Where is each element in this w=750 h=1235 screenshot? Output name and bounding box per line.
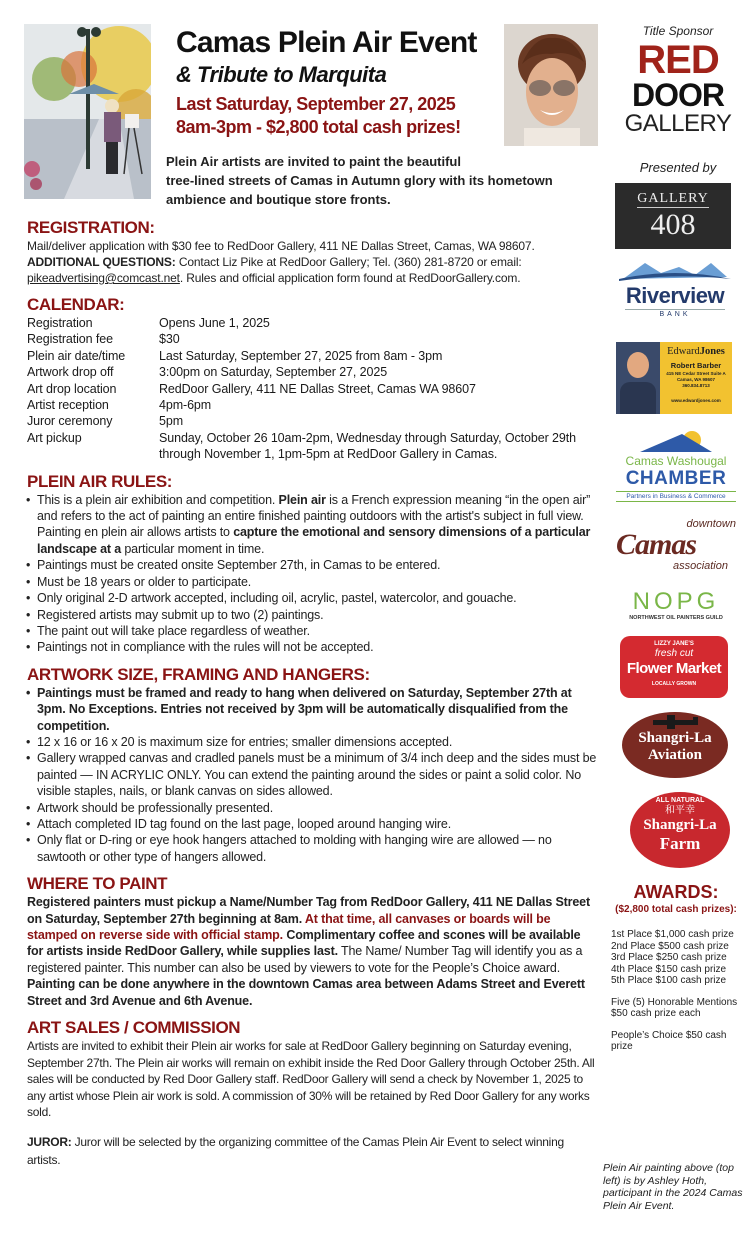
riverview-bank-logo bbox=[615, 257, 735, 320]
logo-farm-line1: Shangri-La bbox=[643, 817, 717, 833]
calendar-table bbox=[27, 315, 599, 463]
rule-bold: capture the emotional and sensory dimensions of a particular landscape at a bbox=[37, 525, 591, 556]
logo-red: RED bbox=[637, 38, 719, 82]
registration-line: Mail/deliver application with $30 fee to RedDoor Gallery, 411 NE Dallas Street, Camas, WA 98607. bbox=[27, 239, 535, 253]
logo-flower-script: fresh cut bbox=[654, 648, 694, 659]
advisor-website: www.edwardjones.com bbox=[671, 398, 721, 403]
award-place: 1st Place $1,000 cash prize bbox=[611, 929, 734, 940]
juror-body: Juror will be selected by the organizing committee of the Camas Plein Air Event to select winning artists. bbox=[27, 1134, 564, 1167]
logo-door: DOOR bbox=[632, 77, 724, 113]
logo-downtown-text: downtown bbox=[686, 518, 736, 530]
event-time-prizes: 8am-3pm - $2,800 total cash prizes! bbox=[176, 117, 461, 137]
where-bold: Registered painters must pickup a Name/Number Tag from RedDoor Gallery, 411 NE Dallas Street on Saturday, September 27th beginning at 8am. bbox=[27, 895, 591, 926]
airplane-icon bbox=[645, 714, 705, 730]
award-honorable: Five (5) Honorable Mentions bbox=[611, 996, 738, 1008]
email-link[interactable]: pikeadvertising@comcast.net bbox=[27, 271, 180, 285]
event-date: Last Saturday, September 27, 2025 bbox=[176, 94, 456, 114]
calendar-value: RedDoor Gallery, 411 NE Dallas Street, Camas WA 98607 bbox=[159, 381, 476, 396]
calendar-label: Juror ceremony bbox=[27, 414, 113, 429]
rules-section bbox=[27, 471, 599, 656]
shangri-la-aviation-logo bbox=[622, 712, 728, 778]
rules-item: • The paint out will take place regardless of weather. bbox=[24, 623, 599, 639]
logo-408-number: 408 bbox=[650, 208, 696, 241]
registration-heading: REGISTRATION: bbox=[27, 218, 155, 237]
logo-farm-line2: Farm bbox=[659, 834, 701, 853]
calendar-row bbox=[27, 413, 599, 429]
questions-line bbox=[27, 254, 599, 270]
contact-line bbox=[27, 270, 599, 286]
logo-association-text: association bbox=[672, 560, 728, 572]
nopg-logo bbox=[608, 590, 744, 622]
downtown-camas-association-logo bbox=[612, 518, 742, 572]
calendar-label: Plein air date/time bbox=[27, 348, 126, 363]
calendar-label: Art pickup bbox=[27, 430, 82, 445]
logo-chamber-word: CHAMBER bbox=[625, 468, 727, 489]
calendar-label: Artist reception bbox=[27, 398, 109, 413]
award-place: 4th Place $150 cash prize bbox=[611, 963, 727, 975]
juror-text bbox=[27, 1133, 592, 1169]
award-honorable-amount: $50 cash prize each bbox=[611, 1008, 701, 1019]
advisor-name: Robert Barber bbox=[670, 361, 722, 370]
logo-nopg-text: NOPG bbox=[632, 588, 720, 615]
calendar-row bbox=[27, 430, 599, 463]
logo-aviation-line2: Aviation bbox=[648, 747, 702, 763]
mountain-wave-icon bbox=[615, 257, 735, 283]
awards-subheading: ($2,800 total cash prizes): bbox=[615, 904, 737, 915]
calendar-label: Registration bbox=[27, 316, 93, 330]
plein-air-painting-image bbox=[24, 24, 151, 199]
logo-aviation-line1: Shangri-La bbox=[638, 730, 712, 746]
calendar-value: Opens June 1, 2025 bbox=[159, 316, 270, 330]
artwork-heading: ARTWORK SIZE, FRAMING AND HANGERS: bbox=[27, 664, 370, 684]
calendar-value: 5pm bbox=[159, 414, 184, 429]
sales-text: Artists are invited to exhibit their Plein air works for sale at RedDoor Gallery beginning on Saturday evening, September 27th. The Plein air works will remain on exhibit inside the Red Door Gallery through October 25th. All sales will be conducted by Red Door Gallery staff. RedDoor Gallery will send a check by November 1, 2025 to any artist whose Plein air work is sold. A commission of 30% will be retained by Red Door Gallery for any works sold. bbox=[27, 1039, 595, 1120]
questions-text: Contact Liz Pike at RedDoor Gallery; Tel. (360) 281-8720 or email: bbox=[175, 255, 522, 269]
rules-form-text: . Rules and official application form found at RedDoorGallery.com. bbox=[179, 271, 521, 285]
intro-line: ambience and boutique store fronts. bbox=[166, 192, 391, 207]
rules-item: • Only original 2-D artwork accepted, including oil, acrylic, pastel, watercolor, and gouache. bbox=[24, 590, 599, 606]
where-bold: Complimentary coffee and scones will be available for artists inside RedDoor Gallery, while supplies last. bbox=[27, 928, 581, 959]
award-place: 2nd Place $500 cash prize bbox=[611, 940, 729, 952]
calendar-label: Art drop location bbox=[27, 381, 117, 396]
award-place: 3rd Place $250 cash prize bbox=[611, 952, 727, 963]
main-column bbox=[27, 217, 599, 1169]
logo-nopg-sub: NORTHWEST OIL PAINTERS GUILD bbox=[629, 615, 723, 621]
event-title: Camas Plein Air Event bbox=[176, 26, 477, 59]
award-place: 5th Place $100 cash prize bbox=[611, 975, 727, 986]
gallery-408-logo bbox=[615, 183, 731, 249]
awards-heading: AWARDS: bbox=[633, 882, 719, 902]
calendar-value: 4pm-6pm bbox=[159, 398, 212, 413]
edward-jones-ad bbox=[616, 342, 732, 414]
artwork-item: • Only flat or D-ring or eye hook hangers attached to molding with hanging wire are allowed — no sawtooth or other type of hangers allowed. bbox=[24, 832, 599, 865]
registration-section bbox=[27, 217, 599, 286]
logo-farm-top: ALL NATURAL bbox=[655, 797, 705, 804]
rule-text: is a French expression meaning “in the open air” and refers to the act of painting an entire finished painting outdoors with the artist's subject in full view. Painting en plein air allows artists to bbox=[37, 492, 591, 540]
shangri-la-farm-logo bbox=[630, 792, 730, 868]
rule-text: particular moment in time. bbox=[121, 541, 265, 556]
artwork-item: • Artwork should be professionally presented. bbox=[24, 800, 599, 816]
rules-item: • Registered artists may submit up to two (2) paintings. bbox=[24, 607, 599, 623]
where-stamp-note: At that time, all canvases or boards will be stamped on reverse side with official stamp. bbox=[27, 911, 551, 942]
intro-line: Plein Air artists are invited to paint the beautiful bbox=[166, 154, 461, 169]
rules-heading: PLEIN AIR RULES: bbox=[27, 471, 173, 491]
registration-body bbox=[27, 238, 599, 286]
rule-bold: Plein air bbox=[278, 492, 326, 507]
camas-washougal-chamber-logo bbox=[612, 430, 740, 502]
rules-item: • Must be 18 years or older to participate. bbox=[24, 574, 599, 590]
logo-gallery: GALLERY bbox=[624, 110, 732, 137]
calendar-value: 3:00pm on Saturday, September 27, 2025 bbox=[159, 365, 388, 380]
award-peoples-choice: People’s Choice $50 cash prize bbox=[611, 1029, 727, 1052]
logo-gallery408-text: GALLERY bbox=[637, 191, 709, 206]
logo-riverview-text: Riverview bbox=[625, 283, 725, 308]
logo-chamber-tagline: Partners in Business & Commerce bbox=[616, 491, 736, 502]
title-sponsor-label: Title Sponsor bbox=[642, 24, 714, 38]
where-bold: Painting can be done anywhere in the downtown Camas area between Adams Street and Everett Street and 3rd Avenue and 6th Avenue. bbox=[27, 977, 585, 1008]
calendar-row bbox=[27, 381, 599, 397]
painting-caption: Plein Air painting above (top left) is by Ashley Hoth, participant in the 2024 Camas Plein Air Event. bbox=[603, 1162, 743, 1212]
event-subtitle: & Tribute to Marquita bbox=[176, 62, 387, 87]
logo-flower-top: LIZZY JANE'S bbox=[654, 641, 694, 647]
advisor-address: 415 NE Cedar Street Suite A bbox=[666, 371, 726, 376]
logo-bank-text: BANK bbox=[625, 309, 725, 320]
where-section bbox=[27, 873, 599, 1009]
logo-farm-chinese: 和平幸 bbox=[665, 805, 695, 816]
rules-list bbox=[27, 492, 599, 656]
logo-camas-text: Camas bbox=[616, 528, 697, 561]
brand-part: Jones bbox=[699, 346, 725, 357]
logo-flower-bottom: LOCALLY GROWN bbox=[651, 681, 697, 687]
calendar-value: Sunday, October 26 10am-2pm, Wednesday through Saturday, October 29th through November 1, 1pm-5pm at RedDoor Gallery in Camas. bbox=[159, 430, 576, 462]
rules-item: • Paintings must be created onsite September 27th, in Camas to be entered. bbox=[24, 557, 599, 573]
intro-line: tree-lined streets of Camas in Autumn glory with its hometown bbox=[166, 173, 553, 188]
rules-item bbox=[24, 492, 599, 558]
mountain-sun-icon bbox=[612, 430, 740, 454]
artwork-list bbox=[27, 685, 599, 865]
flower-market-logo bbox=[620, 636, 728, 698]
advisor-city: Camas, WA 98607 bbox=[676, 377, 716, 382]
calendar-row bbox=[27, 397, 599, 413]
edward-jones-brand bbox=[660, 346, 732, 358]
brand-part: Edward bbox=[667, 346, 700, 357]
marquita-portrait-image bbox=[504, 24, 598, 146]
artwork-item: • 12 x 16 or 16 x 20 is maximum size for entries; smaller dimensions accepted. bbox=[24, 734, 599, 750]
calendar-value: Last Saturday, September 27, 2025 from 8am - 3pm bbox=[159, 348, 443, 363]
where-text: The Name/ Number Tag will identify you as a registered painter. This number can also be used by viewers to vote for the People’s Choice award. bbox=[27, 944, 583, 975]
artwork-item: • Attach completed ID tag found on the last page, looped around hanging wire. bbox=[24, 816, 599, 832]
calendar-heading: CALENDAR: bbox=[27, 295, 125, 314]
calendar-row bbox=[27, 315, 599, 331]
where-heading: WHERE TO PAINT bbox=[27, 874, 168, 894]
calendar-label: Artwork drop off bbox=[27, 365, 114, 380]
sales-heading: ART SALES / COMMISSION bbox=[27, 1018, 241, 1038]
intro-text bbox=[166, 152, 606, 209]
artwork-item: • Gallery wrapped canvas and cradled panels must be a minimum of 3/4 inch deep and the sides must be painted — IN ACRYLIC ONLY. You can extend the painting around the sides or paint a solid color. No visible staples, nails, or blank canvas on sides allowed. bbox=[24, 750, 599, 799]
calendar-value: $30 bbox=[159, 332, 180, 347]
advisor-photo bbox=[616, 342, 660, 414]
advisor-phone: 360.834.8713 bbox=[682, 383, 710, 388]
presented-by-label: Presented by bbox=[639, 160, 717, 175]
awards-panel bbox=[605, 882, 747, 1053]
questions-label: ADDITIONAL QUESTIONS: bbox=[27, 255, 176, 269]
rule-text: This is a plein air exhibition and competition. bbox=[37, 492, 279, 507]
artwork-section bbox=[27, 664, 599, 865]
where-body bbox=[27, 894, 599, 1009]
logo-chamber-name: Camas Washougal bbox=[625, 454, 727, 468]
calendar-section bbox=[27, 294, 599, 463]
calendar-row bbox=[27, 331, 599, 347]
sales-section bbox=[27, 1017, 599, 1121]
logo-flower-main: Flower Market bbox=[626, 660, 722, 677]
calendar-row bbox=[27, 364, 599, 380]
rules-item: • Paintings not in compliance with the rules will not be accepted. bbox=[24, 639, 599, 655]
red-door-gallery-logo bbox=[614, 38, 742, 137]
juror-label: JUROR: bbox=[27, 1134, 72, 1149]
calendar-row bbox=[27, 348, 599, 364]
artwork-item: • Paintings must be framed and ready to hang when delivered on Saturday, September 27th at 3pm. No Exceptions. Entries not received by 3pm will be automatically disqualified from the competition. bbox=[24, 685, 599, 734]
calendar-label: Registration fee bbox=[27, 332, 113, 347]
